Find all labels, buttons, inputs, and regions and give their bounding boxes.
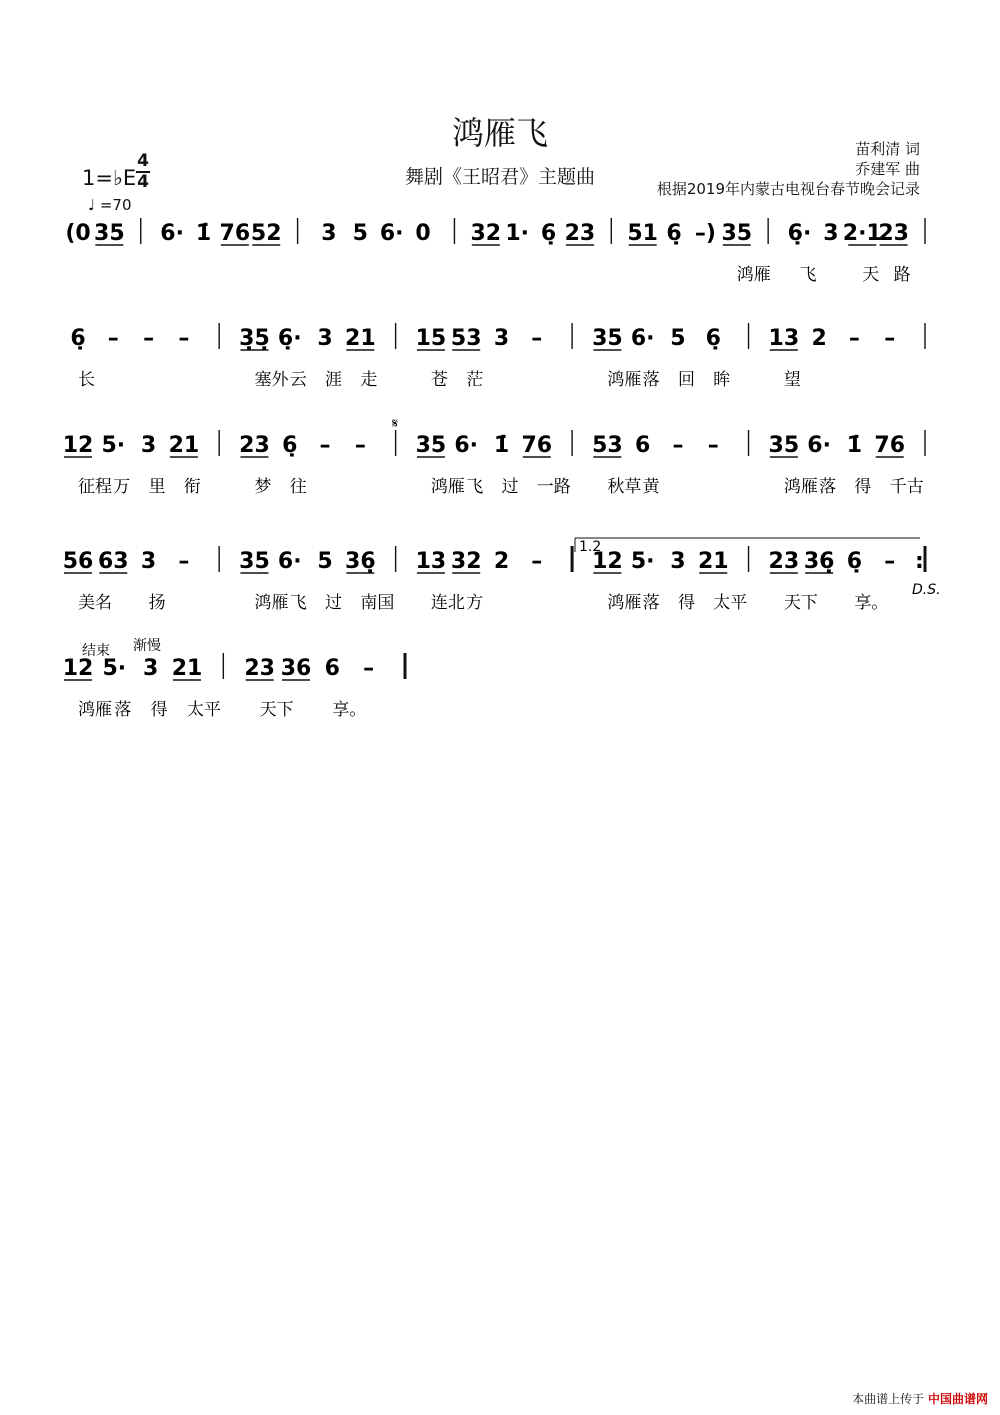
note: 6̣· xyxy=(277,326,302,351)
note: 21 xyxy=(697,549,729,574)
lyric: 连北 xyxy=(430,593,465,613)
footer-watermark xyxy=(852,1390,988,1407)
lyric: 落 xyxy=(114,700,132,720)
note: – xyxy=(531,549,543,574)
note: – xyxy=(884,326,896,351)
note: 6· xyxy=(807,433,831,458)
lyric: 方 xyxy=(466,593,484,613)
note: 5· xyxy=(630,549,655,574)
note: 5 xyxy=(317,549,333,574)
note: 6̣ xyxy=(70,326,86,351)
note: 12 xyxy=(62,656,94,681)
lyric: 扬 xyxy=(148,593,166,613)
note: 36 xyxy=(280,656,312,681)
lyric: 享。 xyxy=(854,593,889,613)
lyric: 里 xyxy=(148,477,166,497)
note: 63 xyxy=(97,549,129,574)
subtitle: 舞剧《王昭君》主题曲 xyxy=(404,166,595,188)
repeat-dots: : xyxy=(915,549,924,574)
lyric: 享。 xyxy=(332,700,367,720)
note: 23 xyxy=(878,221,909,246)
lyric: 太平 xyxy=(713,593,748,613)
note: 6· xyxy=(454,433,479,458)
lyric: 美名 xyxy=(78,593,112,613)
lyric: 飞 xyxy=(466,477,484,497)
note: – xyxy=(363,656,375,681)
note: 15 xyxy=(415,326,447,351)
key-signature: 1=♭E xyxy=(82,166,137,190)
note: 3 xyxy=(140,433,157,458)
composer-credit: 乔建军 曲 xyxy=(855,160,920,178)
lyric: 征程 xyxy=(78,477,112,497)
note: 5 xyxy=(352,221,368,246)
note: – xyxy=(848,326,860,351)
note: 6 xyxy=(324,656,340,681)
note: 5 xyxy=(670,326,686,351)
note: 13 xyxy=(415,549,447,574)
note: 6̣ xyxy=(846,549,863,574)
note: – xyxy=(178,326,190,351)
lyric: 鸿雁 xyxy=(607,370,642,390)
note: 6̣ xyxy=(540,221,557,246)
note: (0 xyxy=(65,221,91,246)
note: 35 xyxy=(592,326,623,351)
note: 2 xyxy=(493,549,510,574)
note: 6̣ xyxy=(705,326,721,351)
lyric: 鸿雁 xyxy=(78,700,112,720)
note: 23 xyxy=(239,433,270,458)
note: 3 xyxy=(670,549,686,574)
lyric: 鸿雁 xyxy=(783,477,818,497)
note: 2 xyxy=(811,326,827,351)
lyric: 千古 xyxy=(889,477,924,497)
note: 5· xyxy=(101,433,126,458)
ritardando-label: 渐慢 xyxy=(133,638,161,654)
source-credit: 根据2019年内蒙古电视台春节晚会记录 xyxy=(656,180,920,198)
note: 6· xyxy=(379,221,404,246)
note: – xyxy=(354,433,366,458)
note: – xyxy=(178,549,190,574)
lyric: 望 xyxy=(783,370,801,390)
note: – xyxy=(884,549,896,574)
lyric: 天下 xyxy=(259,700,294,720)
note: 76 xyxy=(219,221,251,246)
lyric: 苍 xyxy=(430,370,448,390)
note: 35 xyxy=(768,433,800,458)
note: 1̇ xyxy=(846,433,863,458)
lyric: 回 xyxy=(677,370,695,390)
note: 76 xyxy=(874,433,906,458)
lyric: 飞 xyxy=(289,593,307,613)
note: 1̇ xyxy=(195,221,212,246)
lyric: 天 xyxy=(862,265,880,285)
note: 23 xyxy=(244,656,275,681)
note: 6· xyxy=(160,221,184,246)
note: 53 xyxy=(592,433,623,458)
note: 3 xyxy=(493,326,510,351)
lyric: 茫 xyxy=(466,370,484,390)
note: – xyxy=(531,326,543,351)
note: 21 xyxy=(171,656,203,681)
note: 76 xyxy=(521,433,553,458)
note: 6· xyxy=(630,326,655,351)
lyric: 黄 xyxy=(642,477,660,497)
note: 12 xyxy=(62,433,94,458)
note: 35 xyxy=(239,549,270,574)
lyric: 鸿雁 xyxy=(430,477,465,497)
note: 13 xyxy=(768,326,800,351)
footer-site: 中国曲谱网 xyxy=(927,1392,988,1406)
lyric: 南国 xyxy=(360,593,395,613)
lyric: 万 xyxy=(113,477,131,497)
note: – xyxy=(319,433,331,458)
note: 3 xyxy=(317,326,333,351)
lyric: 云 xyxy=(289,370,307,390)
note: 23 xyxy=(768,549,800,574)
note: 5· xyxy=(102,656,127,681)
lyric: 天下 xyxy=(783,593,818,613)
end-label: 结束 xyxy=(82,643,110,659)
note: 6̣ xyxy=(666,221,682,246)
note: 56 xyxy=(62,549,94,574)
segno-mark: 𝄋 xyxy=(392,416,399,432)
footer-prefix: 本曲谱上传于 xyxy=(852,1392,925,1406)
lyricist-credit: 苗利清 词 xyxy=(855,140,920,158)
lyric: 路 xyxy=(893,265,911,285)
lyric: 得 xyxy=(677,593,695,613)
note: 0 xyxy=(415,221,431,246)
note: 12 xyxy=(592,549,623,574)
lyric: 太平 xyxy=(187,700,221,720)
lyric: 一路 xyxy=(536,477,571,497)
note: 6 xyxy=(635,433,651,458)
lyric: 走 xyxy=(360,370,378,390)
lyric: 过 xyxy=(501,477,519,497)
tempo-mark: ♩ =70 xyxy=(88,196,132,214)
note: –) xyxy=(694,221,716,246)
note: 35 xyxy=(415,433,447,458)
note: 36̣ xyxy=(345,549,376,574)
lyric: 长 xyxy=(78,370,95,390)
note: 1̇ xyxy=(493,433,510,458)
note: 6̣ xyxy=(282,433,298,458)
lyric: 涯 xyxy=(325,370,343,390)
note: 36̣ xyxy=(803,549,835,574)
time-signature-bottom: 4 xyxy=(137,172,149,192)
lyric: 落 xyxy=(819,477,837,497)
ds-mark: D.S. xyxy=(912,582,941,598)
lyric: 眸 xyxy=(713,370,731,390)
note: 3̣5̣ xyxy=(239,326,270,351)
note: 21 xyxy=(345,326,376,351)
note: 3 xyxy=(140,549,157,574)
note: 35 xyxy=(94,221,125,246)
page-title: 鸿雁飞 xyxy=(451,114,548,152)
note: 23 xyxy=(564,221,596,246)
note: 3 xyxy=(143,656,159,681)
note: 52 xyxy=(250,221,282,246)
note: 2·1 xyxy=(842,221,882,246)
note: 32 xyxy=(450,549,482,574)
note: 3 xyxy=(823,221,839,246)
note: 21 xyxy=(168,433,200,458)
lyric: 鸿雁 xyxy=(736,265,771,285)
volta-label: 1.2 xyxy=(579,539,602,555)
lyric: 秋草 xyxy=(607,477,642,497)
lyric: 飞 xyxy=(799,265,817,285)
lyric: 过 xyxy=(325,593,343,613)
note: – xyxy=(707,433,719,458)
note: 3 xyxy=(321,221,337,246)
lyric: 衔 xyxy=(183,477,201,497)
lyric: 梦 xyxy=(254,477,272,497)
lyric: 鸿雁 xyxy=(254,593,289,613)
note: – xyxy=(107,326,119,351)
lyric: 落 xyxy=(642,370,660,390)
lyric: 鸿雁 xyxy=(607,593,642,613)
note: 6̣· xyxy=(787,221,812,246)
lyric: 落 xyxy=(642,593,660,613)
lyric: 往 xyxy=(289,477,307,497)
note: 53 xyxy=(450,326,482,351)
note: 32 xyxy=(470,221,502,246)
lyric: 得 xyxy=(150,700,168,720)
note: 51 xyxy=(627,221,658,246)
lyric: 得 xyxy=(854,477,872,497)
time-signature-top: 4 xyxy=(137,151,149,171)
lyric: 塞外 xyxy=(254,370,289,390)
note: – xyxy=(672,433,684,458)
note: 6· xyxy=(277,549,302,574)
note: 1· xyxy=(505,221,530,246)
note: – xyxy=(143,326,155,351)
note: 35 xyxy=(721,221,753,246)
